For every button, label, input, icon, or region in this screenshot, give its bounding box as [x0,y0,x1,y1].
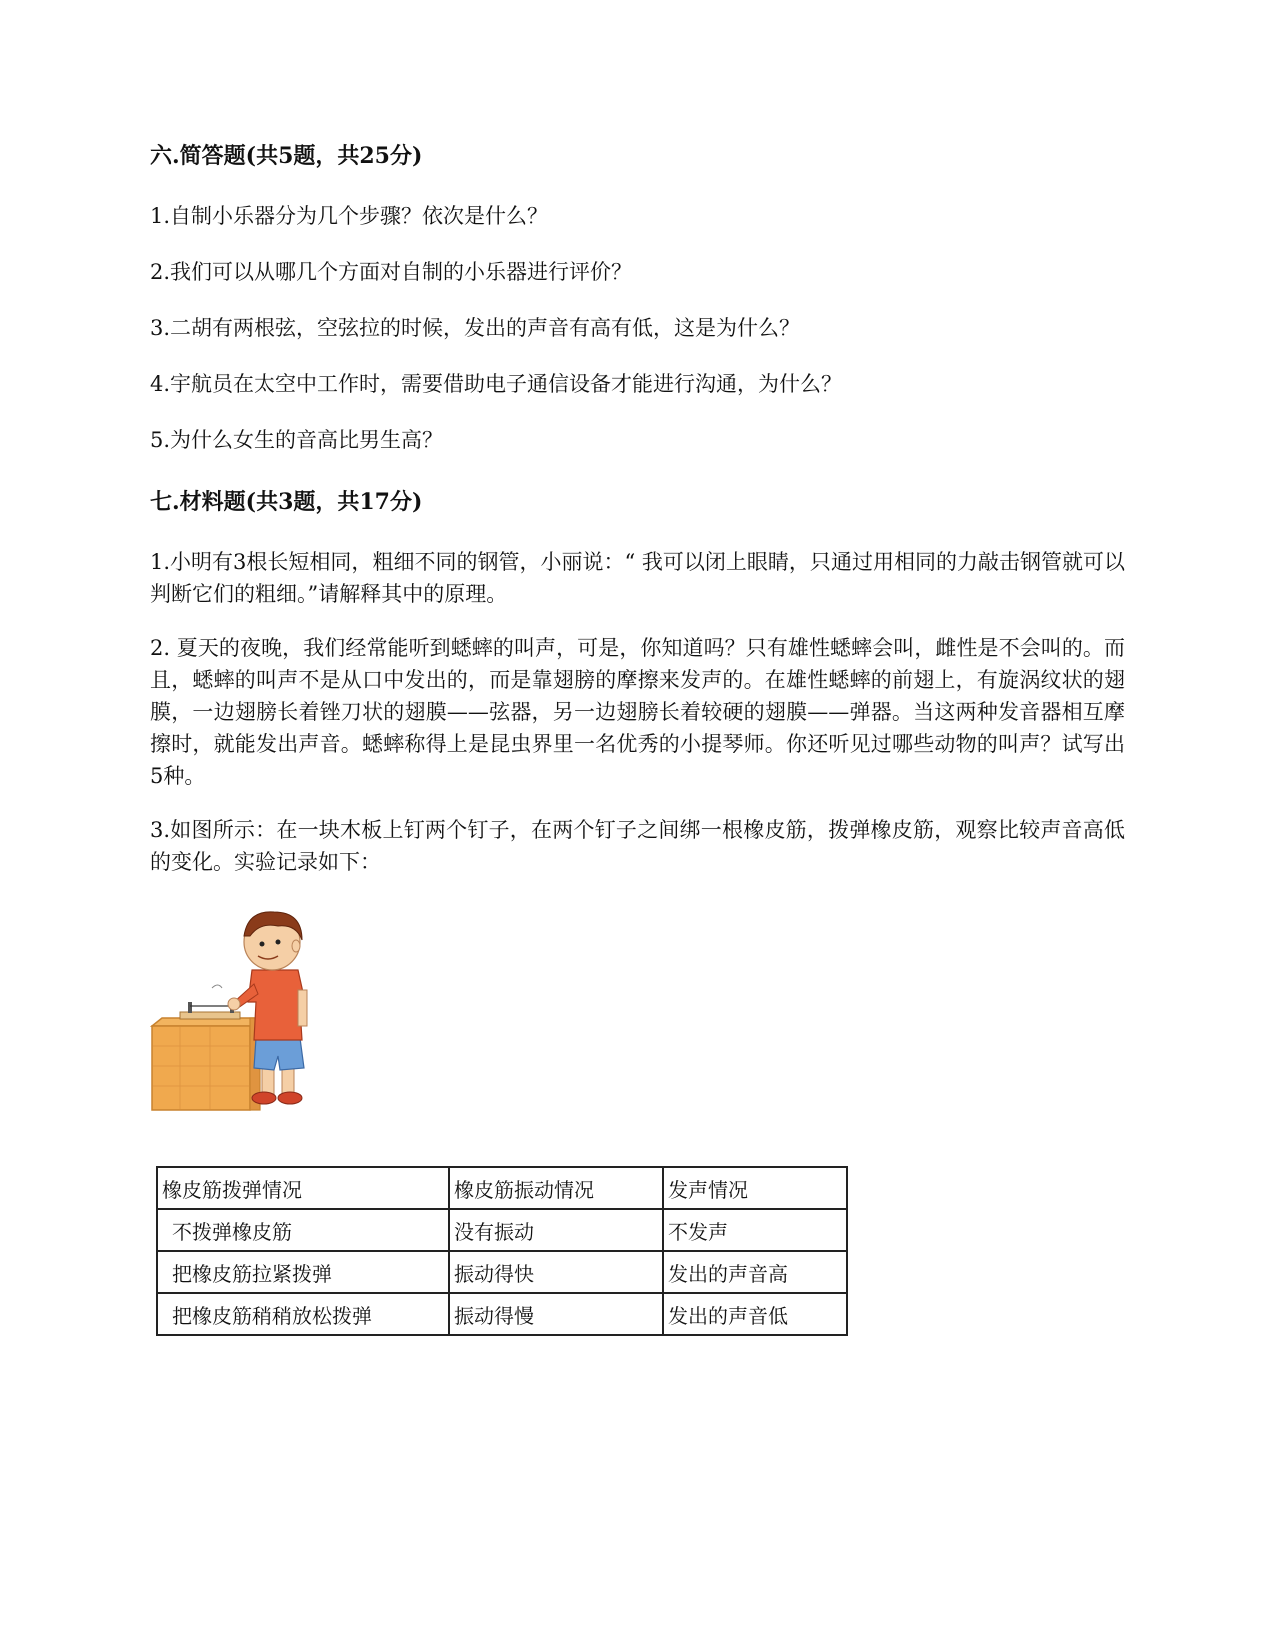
table-cell: 发出的声音高 [663,1251,847,1293]
section7-question-3: 3.如图所示：在一块木板上钉两个钉子，在两个钉子之间绑一根橡皮筋，拨弹橡皮筋，观察比较声音高低的变化。实验记录如下： [150,818,1125,874]
worksheet-page [150,140,1125,1336]
section6-question-4: 4.宇航员在太空中工作时，需要借助电子通信设备才能进行沟通，为什么？ [150,372,843,396]
boy-plucking-rubber-band-icon [150,906,312,1112]
section6-question-3: 3.二胡有两根弦，空弦拉的时候，发出的声音有高有低，这是为什么？ [150,316,801,340]
table-header-cell: 橡皮筋振动情况 [449,1167,663,1209]
table-header-cell: 橡皮筋拨弹情况 [157,1167,449,1209]
table-cell: 不拨弹橡皮筋 [157,1209,449,1251]
table-header-cell: 发声情况 [663,1167,847,1209]
table-cell: 不发声 [663,1209,847,1251]
table-row [157,1251,847,1293]
table-row [157,1293,847,1335]
table-header-row [157,1167,847,1209]
table-cell: 把橡皮筋稍稍放松拨弹 [157,1293,449,1335]
section7-title: 七.材料题(共3题，共17分) [150,489,423,515]
experiment-record-table [156,1166,848,1336]
section6-question-5: 5.为什么女生的音高比男生高？ [150,428,444,452]
section7-question-2: 2. 夏天的夜晚，我们经常能听到蟋蟀的叫声，可是，你知道吗？只有雄性蟋蟀会叫，雌性是不会叫的。而且，蟋蟀的叫声不是从口中发出的，而是靠翅膀的摩擦来发声的。在雄性蟋蟀的前翅上，有旋涡纹状的翅膜，一边翅膀长着锉刀状的翅膜——弦器，另一边翅膀长着较硬的翅膜——弹器。当这两种发音器相互摩擦时，就能发出声音。蟋蟀称得上是昆虫界里一名优秀的小提琴师。你还听见过哪些动物的叫声？试写出5种。 [150,636,1125,788]
table-cell: 发出的声音低 [663,1293,847,1335]
table-cell: 没有振动 [449,1209,663,1251]
section6-question-1: 1.自制小乐器分为几个步骤？依次是什么？ [150,204,549,228]
table-cell: 振动得快 [449,1251,663,1293]
section6-title: 六.简答题(共5题，共25分) [150,143,423,169]
table-cell: 把橡皮筋拉紧拨弹 [157,1251,449,1293]
section6-question-2: 2.我们可以从哪几个方面对自制的小乐器进行评价？ [150,260,633,284]
table-cell: 振动得慢 [449,1293,663,1335]
experiment-illustration [150,906,312,1112]
table-row [157,1209,847,1251]
section7-question-1: 1.小明有3根长短相同，粗细不同的钢管，小丽说：“ 我可以闭上眼睛，只通过用相同的力敲击钢管就可以判断它们的粗细。”请解释其中的原理。 [150,550,1125,606]
